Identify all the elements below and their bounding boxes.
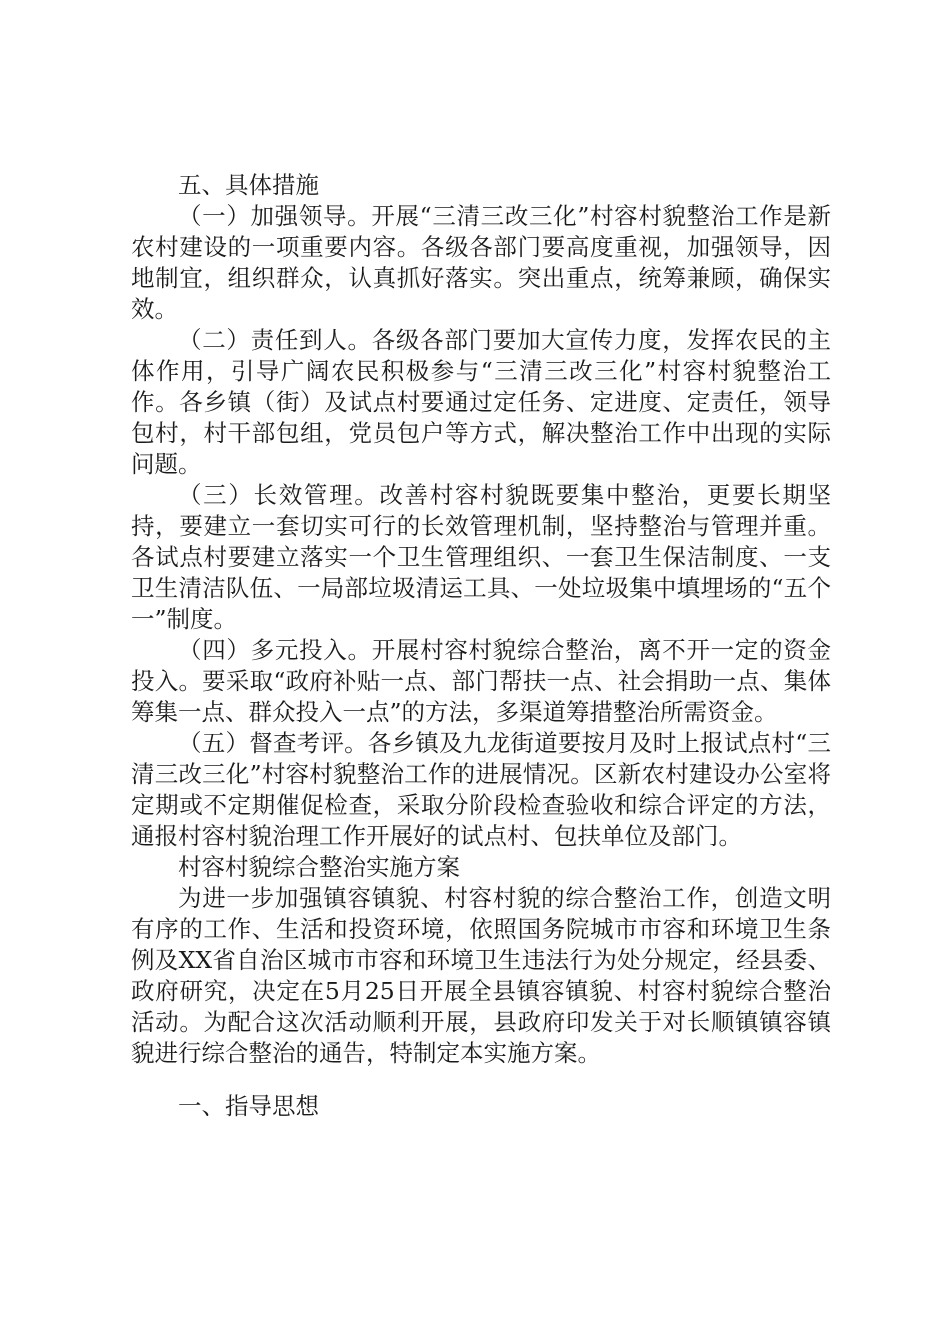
- paragraph-introduction: 为进一步加强镇容镇貌、村容村貌的综合整治工作，创造文明有序的工作、生活和投资环境，依照国务院城市市容和环境卫生条例及XX省自治区城市市容和环境卫生违法行为处分规定，经县委、政府研究，决定在5月25日开展全县镇容镇貌、村容村貌综合整治活动。为配合这次活动顺利开展，县政府印发关于对长顺镇镇容镇貌进行综合整治的通告，特制定本实施方案。: [131, 884, 831, 1067]
- section-heading-measures: 五、具体措施: [178, 171, 319, 199]
- paragraph-supervision: （五）督查考评。各乡镇及九龙街道要按月及时上报试点村“三清三改三化”村容村貌整治工作的进展情况。区新农村建设办公室将定期或不定期催促检查，采取分阶段检查验收和综合评定的方法，通报村容村貌治理工作开展好的试点村、包扶单位及部门。: [131, 729, 831, 850]
- section-heading-guiding-ideology: 一、指导思想: [178, 1092, 319, 1120]
- paragraph-diversified-investment: （四）多元投入。开展村容村貌综合整治，离不开一定的资金投入。要采取“政府补贴一点、部门帮扶一点、社会捐助一点、集体筹集一点、群众投入一点”的方法，多渠道筹措整治所需资金。: [131, 636, 831, 726]
- paragraph-leadership: （一）加强领导。开展“三清三改三化”村容村貌整治工作是新农村建设的一项重要内容。各级各部门要高度重视，加强领导，因地制宜，组织群众，认真抓好落实。突出重点，统筹兼顾，确保实效。: [131, 202, 831, 323]
- paragraph-responsibility: （二）责任到人。各级各部门要加大宣传力度，发挥农民的主体作用，引导广阔农民积极参与“三清三改三化”村容村貌整治工作。各乡镇（街）及试点村要通过定任务、定进度、定责任，领导包村，村干部包组，党员包户等方式，解决整治工作中出现的实际问题。: [131, 326, 831, 478]
- paragraph-long-term-management: （三）长效管理。改善村容村貌既要集中整治，更要长期坚持，要建立一套切实可行的长效管理机制，坚持整治与管理并重。各试点村要建立落实一个卫生管理组织、一套卫生保洁制度、一支卫生清洁队伍、一局部垃圾清运工具、一处垃圾集中填埋场的“五个一”制度。: [131, 481, 831, 633]
- document-title-plan: 村容村貌综合整治实施方案: [178, 853, 460, 881]
- document-body: [131, 170, 831, 1122]
